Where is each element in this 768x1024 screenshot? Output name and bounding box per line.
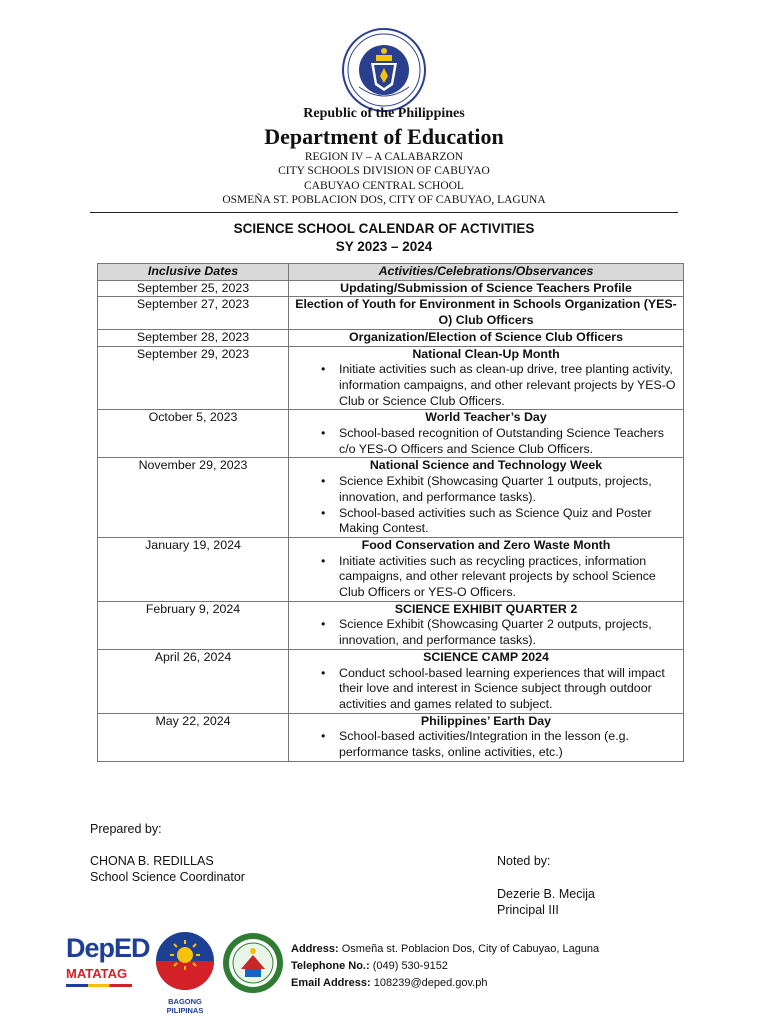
- row-activity: [289, 410, 684, 458]
- activity-bullet: • Conduct school-based learning experiences that will impact their love and interest in Science subject through outdoor activities and games related to subject.: [291, 666, 681, 713]
- matatag-wordmark: MATATAG: [66, 966, 128, 981]
- activity-title: Food Conservation and Zero Waste Month: [361, 537, 611, 552]
- table-row: [98, 346, 684, 410]
- row-date: January 19, 2024: [98, 537, 289, 601]
- footer-address: [291, 941, 599, 958]
- republic-line: Republic of the Philippines: [303, 106, 465, 121]
- activity-title: SCIENCE EXHIBIT QUARTER 2: [394, 601, 578, 616]
- school-year: SY 2023 – 2024: [335, 239, 433, 254]
- prepared-by-label: Prepared by:: [90, 822, 162, 836]
- activity-title: Updating/Submission of Science Teachers Profile: [340, 280, 632, 295]
- activity-title: Organization/Election of Science Club Officers: [348, 329, 624, 344]
- row-date: February 9, 2024: [98, 601, 289, 649]
- footer-contact-info: [291, 941, 599, 992]
- deped-matatag-logo: [66, 933, 150, 1000]
- row-activity: [289, 297, 684, 329]
- noted-by-name: Dezerie B. Mecija: [497, 887, 595, 901]
- table-row: [98, 537, 684, 601]
- matatag-stripe: [66, 984, 132, 987]
- row-activity: [289, 601, 684, 649]
- table-header-row: [98, 264, 684, 281]
- table-row: [98, 410, 684, 458]
- prepared-by-title: School Science Coordinator: [90, 870, 245, 884]
- column-header-dates: Inclusive Dates: [98, 264, 289, 281]
- footer-phone: [291, 958, 599, 975]
- row-activity: [289, 649, 684, 713]
- row-date: April 26, 2024: [98, 649, 289, 713]
- row-date: November 29, 2023: [98, 458, 289, 538]
- school-line: CABUYAO CENTRAL SCHOOL: [304, 180, 464, 192]
- calendar-body: [98, 280, 684, 761]
- activity-bullet-list: [291, 729, 681, 760]
- row-activity: [289, 537, 684, 601]
- activity-bullet: • Initiate activities such as recycling practices, information campaigns, and other relevant projects by school Science Club Officers or YES-O Officers.: [291, 554, 681, 601]
- bagong-pilipinas-text: BAGONG PILIPINAS: [166, 997, 204, 1015]
- table-row: [98, 649, 684, 713]
- activity-bullet-list: [291, 666, 681, 713]
- activity-bullet-list: [291, 362, 681, 409]
- table-row: [98, 713, 684, 761]
- document-title: SCIENCE SCHOOL CALENDAR OF ACTIVITIES: [233, 221, 535, 236]
- activity-title: World Teacher’s Day: [425, 410, 547, 425]
- row-activity: [289, 329, 684, 346]
- activity-bullet: • School-based recognition of Outstanding Science Teachers c/o YES-O Officers and Science Club Officers.: [291, 426, 681, 457]
- activity-bullet: • School-based activities/Integration in the lesson (e.g. performance tasks, online activities, etc.): [291, 729, 681, 760]
- column-header-activities: Activities/Celebrations/Observances: [289, 264, 684, 281]
- row-date: October 5, 2023: [98, 410, 289, 458]
- address-value: Osmeña st. Poblacion Dos, City of Cabuyao, Laguna: [341, 943, 600, 955]
- activity-bullet: • Science Exhibit (Showcasing Quarter 1 outputs, projects, innovation, and performance tasks).: [291, 474, 681, 505]
- row-date: May 22, 2024: [98, 713, 289, 761]
- row-date: September 29, 2023: [98, 346, 289, 410]
- activity-title: Philippines’ Earth Day: [420, 713, 552, 728]
- activity-title: National Science and Technology Week: [369, 458, 603, 473]
- row-activity: [289, 280, 684, 297]
- school-seal-logo: [222, 929, 284, 997]
- department-name: Department of Education: [264, 124, 504, 149]
- table-row: [98, 601, 684, 649]
- division-line: CITY SCHOOLS DIVISION OF CABUYAO: [278, 165, 490, 177]
- address-label: Address:: [291, 943, 339, 955]
- region-line: REGION IV – A CALABARZON: [304, 151, 464, 163]
- email-label: Email Address:: [291, 977, 371, 989]
- activity-title: National Clean-Up Month: [412, 346, 560, 361]
- phone-value: (049) 530-9152: [372, 960, 448, 972]
- table-row: [98, 458, 684, 538]
- row-date: September 25, 2023: [98, 280, 289, 297]
- deped-wordmark: DepED: [66, 933, 150, 963]
- activity-bullet: • School-based activities such as Science Quiz and Poster Making Contest.: [291, 506, 681, 537]
- school-address-line: OSMEÑA ST. POBLACION DOS, CITY OF CABUYAO, LAGUNA: [222, 194, 546, 206]
- phone-label: Telephone No.:: [291, 960, 370, 972]
- footer-email: [291, 975, 599, 992]
- activity-title: Election of Youth for Environment in Schools Organization (YES-O) Club Officers: [295, 297, 677, 328]
- row-activity: [289, 713, 684, 761]
- email-value: 108239@deped.gov.ph: [373, 977, 488, 989]
- table-row: [98, 329, 684, 346]
- table-row: [98, 297, 684, 329]
- activity-bullet-list: [291, 426, 681, 457]
- activity-bullet: • Science Exhibit (Showcasing Quarter 2 outputs, projects, innovation, and performance tasks).: [291, 617, 681, 648]
- activity-bullet-list: [291, 554, 681, 601]
- header-divider: [90, 212, 678, 213]
- activity-bullet-list: [291, 617, 681, 648]
- row-date: September 28, 2023: [98, 329, 289, 346]
- noted-by-label: Noted by:: [497, 854, 551, 868]
- bagong-pilipinas-logo: [152, 930, 218, 1015]
- activity-title: SCIENCE CAMP 2024: [423, 649, 549, 664]
- noted-by-title: Principal III: [497, 903, 559, 917]
- row-date: September 27, 2023: [98, 297, 289, 329]
- table-row: [98, 280, 684, 297]
- deped-seal-logo: [341, 27, 427, 113]
- prepared-by-name: CHONA B. REDILLAS: [90, 854, 214, 868]
- bagong-pilipinas-emblem: [154, 930, 216, 992]
- activity-bullet-list: [291, 474, 681, 537]
- activity-bullet: • Initiate activities such as clean-up drive, tree planting activity, information campaigns, and other relevant projects by YES-O Club or Science Club Officers.: [291, 362, 681, 409]
- calendar-table: [97, 263, 684, 762]
- row-activity: [289, 346, 684, 410]
- row-activity: [289, 458, 684, 538]
